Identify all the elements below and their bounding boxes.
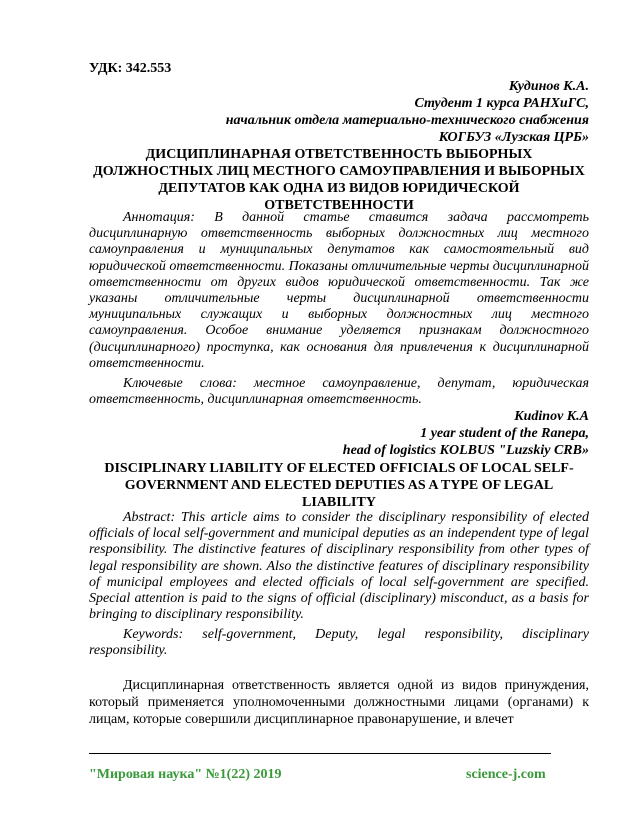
ru-author-organization: КОГБУЗ «Лузская ЦРБ» xyxy=(438,130,589,145)
journal-name: "Мировая наука" №1(22) 2019 xyxy=(89,767,282,782)
ru-author-position: начальник отдела материально-технического снабжения xyxy=(225,113,589,128)
en-abstract: Abstract: This article aims to consider the disciplinary responsibility of elected officials of local self-government and municipal deputies as an independent type of legal responsibility. The distinctive features of disciplinary responsibility from other types of legal responsibility are shown. Also the distinctive features of disciplinary responsibility of municipal employees and elected officials of local self-government are specified. Special attention is paid to the signs of official (disciplinary) misconduct, as a basis for bringing to disciplinary responsibility. xyxy=(89,510,589,623)
footer-divider xyxy=(89,753,551,754)
en-keywords: Keywords: self-government, Deputy, legal responsibility, disciplinary responsibility. xyxy=(89,627,589,659)
ru-abstract: Аннотация: В данной статье ставится задача рассмотреть дисциплинарную ответственность выборных должностных лиц местного самоуправления и муниципальных депутатов как самостоятельный вид юридической ответственности. Показаны отличительные черты дисциплинарной ответственности от других видов юридической ответственности. Так же указаны отличительные черты дисциплинарной ответственности муниципальных служащих и выборных должностных лиц местного самоуправления. Особое внимание уделяется признакам должностного (дисциплинарного) проступка, как основания для привлечения к дисциплинарной ответственности. xyxy=(89,210,589,371)
ru-keywords: Ключевые слова: местное самоуправление, депутат, юридическая ответственность, дисциплинарная ответственность. xyxy=(89,376,589,408)
ru-article-title: ДИСЦИПЛИНАРНАЯ ОТВЕТСТВЕННОСТЬ ВЫБОРНЫХ ДОЛЖНОСТНЫХ ЛИЦ МЕСТНОГО САМОУПРАВЛЕНИЯ И ВЫБОРНЫХ ДЕПУТАТОВ КАК ОДНА ИЗ ВИДОВ ЮРИДИЧЕСКОЙ ОТВЕТСТВЕННОСТИ xyxy=(93,147,585,213)
en-article-title: DISCIPLINARY LIABILITY OF ELECTED OFFICIALS OF LOCAL SELF-GOVERNMENT AND ELECTED DEPUTIES AS A TYPE OF LEGAL LIABILITY xyxy=(104,461,574,510)
en-author-name: Kudinov K.A xyxy=(514,409,589,424)
ru-author-status: Студент 1 курса РАНХиГС, xyxy=(414,96,589,111)
journal-site-link[interactable]: science-j.com xyxy=(466,767,546,782)
ru-author-name: Кудинов К.А. xyxy=(508,79,589,94)
en-author-position: head of logistics KOLBUS "Luzskiy CRB» xyxy=(342,443,589,458)
udk-code: УДК: 342.553 xyxy=(89,61,172,76)
ru-author-block xyxy=(89,78,589,146)
en-author-status: 1 year student of the Ranepa, xyxy=(420,426,589,441)
en-author-block xyxy=(89,408,589,459)
body-paragraph: Дисциплинарная ответственность является одной из видов принуждения, который применяется уполномоченными должностными лицами (органами) к лицам, которые совершили дисциплинарное правонарушение, и влечет xyxy=(89,678,589,727)
